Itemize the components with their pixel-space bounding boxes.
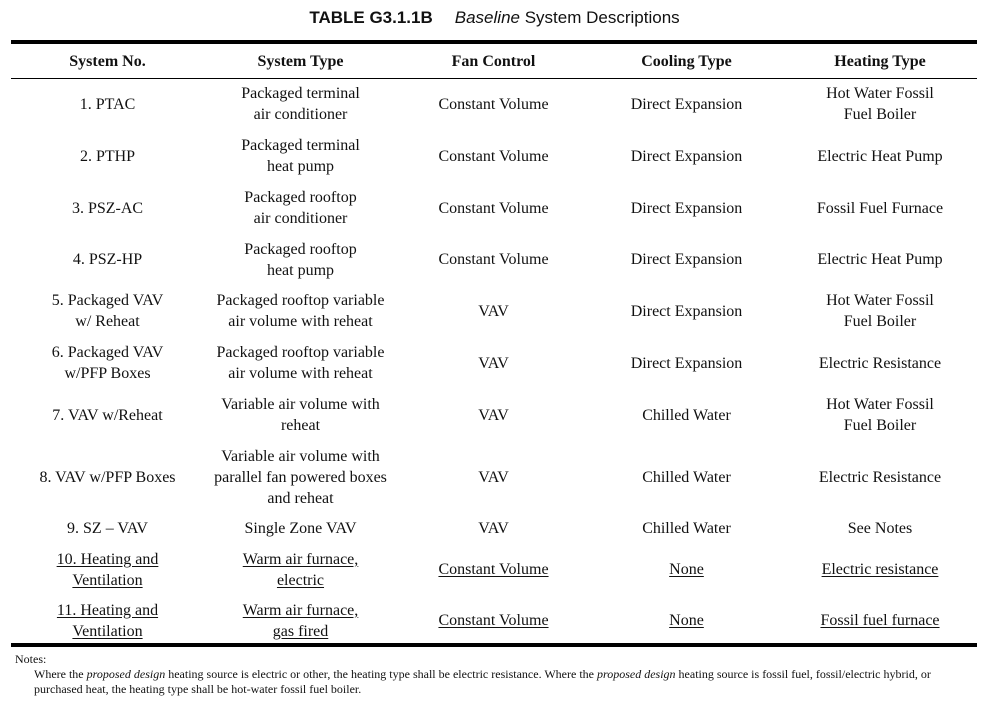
cell-fan-control: Constant Volume [438,147,549,165]
cell-fan-control: VAV [478,406,509,424]
cell-heating-type: Electric Heat Pump [817,147,943,165]
cell-system-type: Packaged rooftop variable air volume with reheat [216,292,385,330]
cell-system-no: 6. Packaged VAV w/PFP Boxes [51,344,164,382]
notes-heading: Notes: [15,652,47,666]
cell-cooling-type: Direct Expansion [630,354,743,372]
notes-text: Where the proposed design heating source is electric or other, the heating type shall be electric resistance. Where the proposed design heating source is fossil fuel, fossil/electric hybrid, or purchased heat, the heating type shall be hot-water fossil fuel boiler. [34,667,931,696]
cell-heating-type: Electric Heat Pump [817,251,943,268]
cell-heating-type: Electric Resistance [818,354,942,372]
cell-system-type: Packaged terminal air conditioner [241,85,360,123]
cell-system-no: 3. PSZ-AC [71,199,144,217]
cell-fan-control: VAV [478,302,509,320]
header-cooling-type: Cooling Type [641,52,732,70]
cell-fan-control: Constant Volume [438,199,549,217]
cell-fan-control: VAV [478,468,509,486]
cell-system-type: Variable air volume with reheat [221,396,380,434]
table-title [0,8,989,28]
cell-heating-type: Fossil fuel furnace [820,612,940,629]
cell-system-type: Single Zone VAV [244,520,357,537]
cell-fan-control: Constant Volume [438,561,549,578]
cell-fan-control: VAV [478,520,509,537]
cell-heating-type: Electric resistance [821,561,939,578]
table-row [11,130,977,182]
cell-heating-type: See Notes [847,520,913,537]
cell-cooling-type: Chilled Water [642,406,731,424]
cell-system-no: 2. PTHP [79,147,136,165]
cell-cooling-type: None [669,612,704,629]
header-row [11,44,977,78]
title-italic: Baseline [454,8,520,27]
cell-heating-type: Fossil Fuel Furnace [816,199,944,217]
cell-fan-control: VAV [478,354,509,372]
cell-heating-type: Hot Water Fossil Fuel Boiler [826,396,934,434]
cell-system-type: Variable air volume with parallel fan powered boxes and reheat [214,447,387,507]
table-row [11,595,977,646]
header-system-type: System Type [257,52,344,70]
cell-system-type: Warm air furnace, gas fired [242,601,359,640]
header-heating-type: Heating Type [834,52,926,70]
cell-system-no: 4. PSZ-HP [72,251,143,268]
cell-cooling-type: None [669,561,704,578]
cell-system-no: 5. Packaged VAV w/ Reheat [51,292,164,330]
cell-system-no: 11. Heating and Ventilation [56,601,159,640]
cell-system-type: Packaged rooftop air conditioner [244,189,357,227]
cell-system-type: Packaged rooftop heat pump [244,240,357,279]
cell-cooling-type: Direct Expansion [630,302,743,320]
header-fan-control: Fan Control [451,52,536,70]
cell-cooling-type: Direct Expansion [630,251,743,268]
cell-system-no: 7. VAV w/Reheat [52,406,163,424]
table-row [11,285,977,337]
cell-system-type: Packaged terminal heat pump [241,137,360,175]
bottom-rule [11,643,977,647]
table-row [11,389,977,441]
cell-cooling-type: Chilled Water [642,520,731,537]
system-descriptions-table [11,44,977,646]
header-system-no: System No. [69,52,146,70]
cell-system-type: Packaged rooftop variable air volume with reheat [216,344,385,382]
cell-fan-control: Constant Volume [438,612,549,629]
title-rest: System Descriptions [524,8,680,27]
cell-system-no: 1. PTAC [79,95,136,113]
cell-system-no: 9. SZ – VAV [67,520,148,537]
cell-heating-type: Hot Water Fossil Fuel Boiler [826,85,934,123]
cell-heating-type: Electric Resistance [818,468,942,486]
table-row [11,513,977,544]
table-row [11,234,977,285]
cell-heating-type: Hot Water Fossil Fuel Boiler [826,292,934,330]
cell-fan-control: Constant Volume [438,251,549,268]
table-row [11,337,977,389]
cell-cooling-type: Direct Expansion [630,95,743,113]
cell-cooling-type: Direct Expansion [630,147,743,165]
table-row [11,182,977,234]
table-number: TABLE G3.1.1B [309,8,433,27]
table-row [11,441,977,513]
cell-cooling-type: Chilled Water [642,468,731,486]
table-row [11,78,977,130]
cell-system-type: Warm air furnace, electric [242,550,359,589]
cell-system-no: 8. VAV w/PFP Boxes [39,468,176,486]
cell-fan-control: Constant Volume [438,95,549,113]
table-row [11,544,977,595]
cell-system-no: 10. Heating and Ventilation [56,550,159,589]
notes [15,652,980,697]
cell-cooling-type: Direct Expansion [630,199,743,217]
